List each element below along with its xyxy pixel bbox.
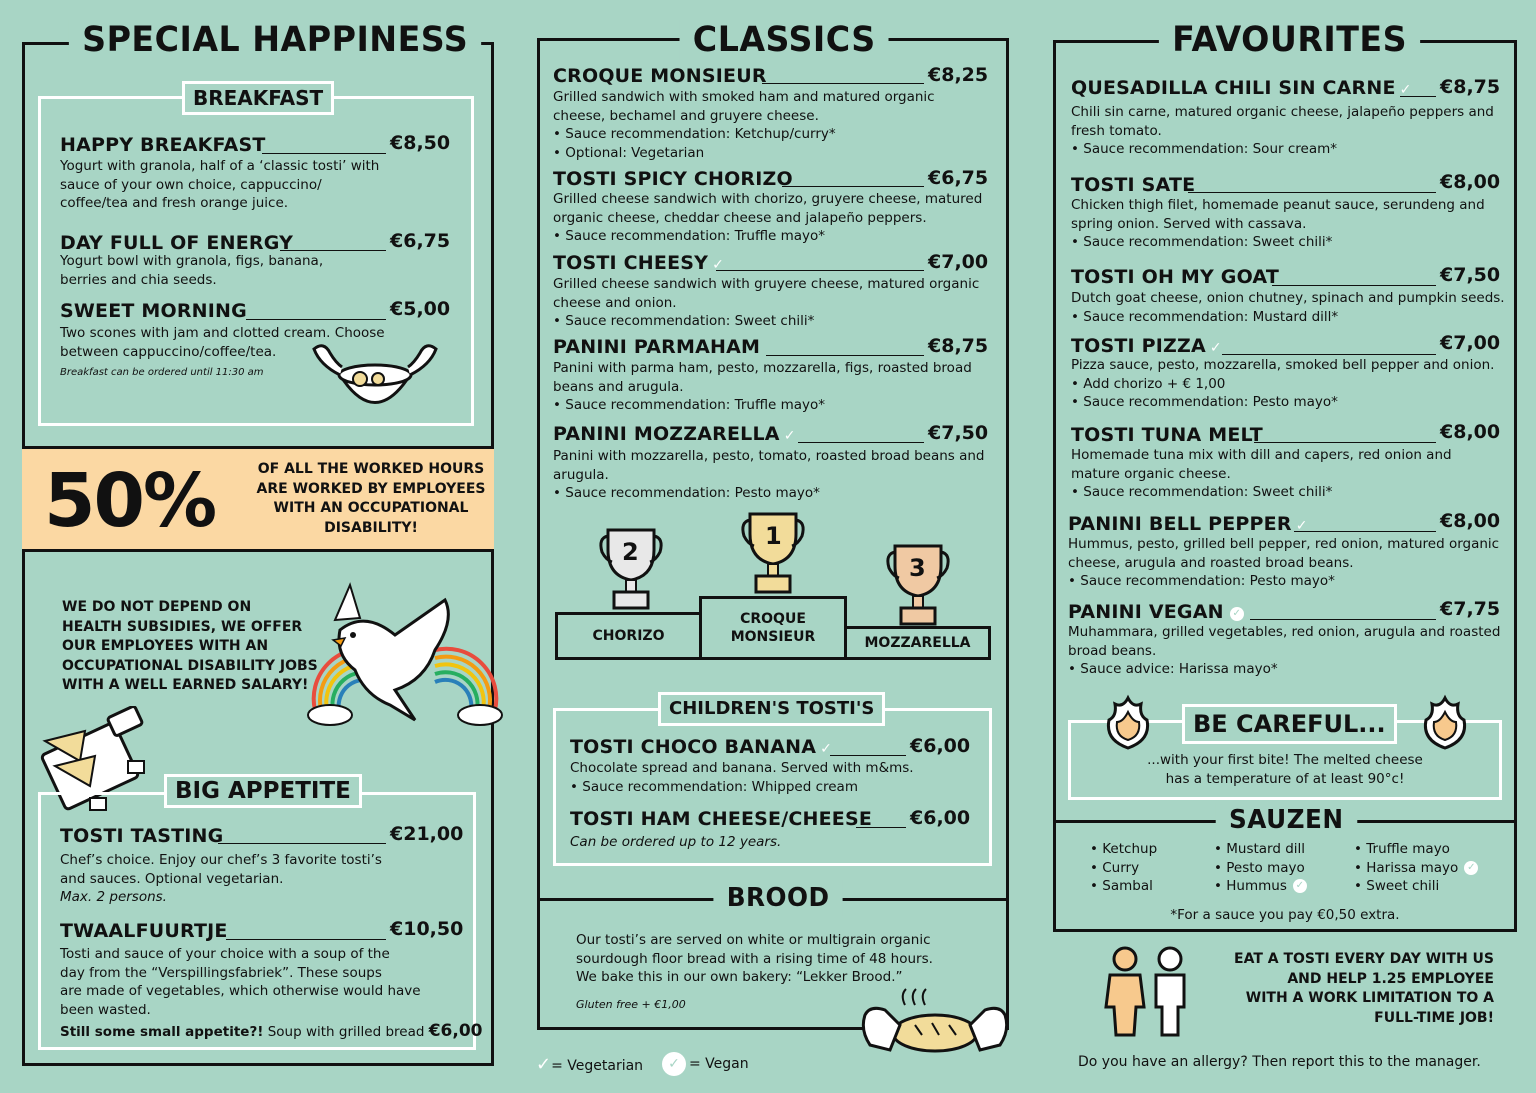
favourite-item-price: €7,75 <box>1440 598 1501 620</box>
podium-third-label: MOZZARELLA <box>864 635 971 651</box>
bread-mitts-illustration <box>860 985 1010 1065</box>
favourite-item-price: €8,00 <box>1440 421 1501 443</box>
children-item-desc: Can be ordered up to 12 years. <box>570 834 782 850</box>
favourite-item-price: €8,75 <box>1440 76 1501 98</box>
subsidy-text: WE DO NOT DEPEND ON HEALTH SUBSIDIES, WE OFFER OUR EMPLOYEES WITH AN OCCUPATIONAL DISABILITY JOBS WITH A WELL EARNED SALARY! <box>62 599 318 693</box>
classic-item-desc: Grilled cheese sandwich with chorizo, gruyere cheese, matured organic cheese, cheddar cheese and jalapeño peppers. • Sauce recommendation: Truffle mayo* <box>553 191 983 244</box>
favourite-item-name-row <box>1071 335 1222 357</box>
classic-item-price: €8,25 <box>928 64 989 86</box>
dotted-leader <box>1250 619 1436 620</box>
dotted-leader <box>246 319 386 320</box>
favourite-item-name: TOSTI OH MY GOAT <box>1071 266 1280 288</box>
brood-title: BROOD <box>713 880 842 916</box>
big-appetite-item-desc: Tosti and sauce of your choice with a soup of the day from the “Verspillingsfabriek”. These soups are made of vegetables, which otherwise would have been wasted. <box>60 946 421 1018</box>
dotted-leader <box>1188 192 1436 193</box>
trophy-third-number: 3 <box>909 554 926 582</box>
dotted-leader <box>762 83 924 84</box>
dotted-leader <box>226 939 386 940</box>
breakfast-note: Breakfast can be ordered until 11:30 am <box>60 367 264 378</box>
trophy-first-number: 1 <box>765 522 782 550</box>
favourite-item-desc: Dutch goat cheese, onion chutney, spinach and pumpkin seeds. • Sauce recommendation: Mustard dill* <box>1071 290 1505 325</box>
breakfast-item-price: €8,50 <box>390 132 451 154</box>
children-title: CHILDREN'S TOSTI'S <box>658 692 885 726</box>
breakfast-item-price: €6,75 <box>390 230 451 252</box>
strong-bowl-illustration <box>300 335 450 425</box>
dotted-leader <box>262 153 386 154</box>
be-careful-title: BE CAREFUL... <box>1182 704 1397 744</box>
breakfast-item-desc: Yogurt bowl with granola, figs, banana, berries and chia seeds. <box>60 253 324 288</box>
breakfast-item-desc: Yogurt with granola, half of a ‘classic tosti’ with sauce of your own choice, cappuccino/ coffee/tea and fresh orange juice. <box>60 158 380 211</box>
dotted-leader <box>1222 354 1436 355</box>
left-column-title: SPECIAL HAPPINESS <box>69 20 482 60</box>
favourite-item-name: PANINI BELL PEPPER <box>1068 513 1292 535</box>
big-appetite-item-name: TOSTI TASTING <box>60 825 224 847</box>
favourite-item-desc: Pizza sauce, pesto, mozzarella, smoked bell pepper and onion. • Add chorizo + € 1,00 • Sauce recommendation: Pesto mayo* <box>1071 357 1495 410</box>
flame-icon <box>1103 694 1153 752</box>
favourite-item-desc: Muhammara, grilled vegetables, red onion, arugula and roasted broad beans. • Sauce advice: Harissa mayo* <box>1068 624 1501 677</box>
favourite-item-name: TOSTI SATE <box>1071 174 1196 196</box>
classic-item-name-row <box>553 423 796 445</box>
favourite-item-price: €7,00 <box>1440 332 1501 354</box>
favourite-item-name: TOSTI TUNA MELT <box>1071 424 1263 446</box>
podium-second-label: CHORIZO <box>592 628 665 644</box>
vegan-check-icon: ✓ <box>1293 879 1307 893</box>
brood-text: Our tosti’s are served on white or multigrain organic sourdough floor bread with a rising time of 48 hours. We bake this in our own bakery: “Lekker Brood.” <box>576 932 933 985</box>
sauzen-title: SAUZEN <box>1216 803 1357 837</box>
trophy-second-number: 2 <box>622 538 639 566</box>
sauzen-col2: • Mustard dill • Pesto mayo • Hummus ✓ <box>1214 841 1306 894</box>
flame-icon <box>1420 694 1470 752</box>
classic-item-name: TOSTI SPICY CHORIZO <box>553 168 793 190</box>
dotted-leader <box>716 270 924 271</box>
breakfast-item-name: HAPPY BREAKFAST <box>60 134 266 156</box>
vegan-check-icon: ✓ <box>1464 861 1478 875</box>
breakfast-item-name: DAY FULL OF ENERGY <box>60 232 294 254</box>
favourite-item-name: QUESADILLA CHILI SIN CARNE <box>1071 77 1396 99</box>
favourite-item-name-row <box>1068 513 1308 535</box>
tosti-every-day-text: EAT A TOSTI EVERY DAY WITH US AND HELP 1.25 EMPLOYEE WITH A WORK LIMITATION TO A FULL-TIME JOB! <box>1234 951 1494 1026</box>
dotted-leader <box>218 843 386 844</box>
classic-item-desc: Panini with mozzarella, pesto, tomato, roasted broad beans and arugula. • Sauce recommendation: Pesto mayo* <box>553 448 985 501</box>
big-appetite-item-price: €21,00 <box>390 823 464 845</box>
banner-text: OF ALL THE WORKED HOURS ARE WORKED BY EMPLOYEES WITH AN OCCUPATIONAL DISABILITY! <box>256 461 486 536</box>
vegetarian-check-icon: ✓ <box>536 1054 552 1075</box>
dotted-leader <box>830 755 906 756</box>
big-appetite-title: BIG APPETITE <box>164 774 362 808</box>
favourite-item-name-row <box>1071 77 1412 99</box>
dotted-leader <box>1254 442 1436 443</box>
sauzen-note: *For a sauce you pay €0,50 extra. <box>1170 907 1400 923</box>
favourite-item-name-row <box>1068 601 1244 623</box>
classic-item-name: PANINI PARMAHAM <box>553 336 761 358</box>
legend-vegan: ✓ = Vegan <box>662 1052 749 1076</box>
vegetarian-check-icon: ✓ <box>1295 518 1308 534</box>
be-careful-text: ...with your first bite! The melted cheese has a temperature of at least 90°c! <box>1147 752 1423 787</box>
vegetarian-check-icon: ✓ <box>712 257 724 273</box>
big-appetite-item-name: TWAALFUURTJE <box>60 920 228 942</box>
allergy-notice: Do you have an allergy? Then report this to the manager. <box>1078 1054 1481 1070</box>
dove-rainbow-illustration <box>305 580 505 740</box>
vegetarian-check-icon: ✓ <box>1399 82 1412 98</box>
podium-first <box>699 596 847 660</box>
favourite-item-name: PANINI VEGAN <box>1068 601 1224 623</box>
vegan-check-icon: ✓ <box>1230 607 1244 621</box>
children-item-name-row <box>570 736 832 758</box>
favourite-item-desc: Chicken thigh filet, homemade peanut sauce, serundeng and spring onion. Served with cassava. • Sauce recommendation: Sweet chili* <box>1071 197 1485 250</box>
favourite-item-name: TOSTI PIZZA <box>1071 335 1206 357</box>
dotted-leader <box>1400 96 1436 97</box>
dotted-leader <box>782 186 924 187</box>
classic-item-price: €6,75 <box>928 167 989 189</box>
favourite-item-desc: Homemade tuna mix with dill and capers, red onion and mature organic cheese. • Sauce recommendation: Sweet chili* <box>1071 447 1452 500</box>
favourite-item-price: €8,00 <box>1440 171 1501 193</box>
big-appetite-item-price: €10,50 <box>390 918 464 940</box>
children-item-price: €6,00 <box>910 807 971 829</box>
vegetarian-check-icon: ✓ <box>820 741 832 757</box>
breakfast-title: BREAKFAST <box>182 81 334 115</box>
podium-first-label: CROQUE MONSIEUR <box>730 611 816 645</box>
dotted-leader <box>766 355 924 356</box>
classic-item-name: TOSTI CHEESY <box>553 252 709 274</box>
sauzen-col3: • Truffle mayo • Harissa mayo ✓ • Sweet chili <box>1354 840 1478 896</box>
podium-second <box>555 612 702 660</box>
breakfast-item-price: €5,00 <box>390 298 451 320</box>
middle-column-title: CLASSICS <box>680 20 889 60</box>
banner-percent: 50% <box>44 458 216 544</box>
classic-item-desc: Grilled sandwich with smoked ham and matured organic cheese, bechamel and gruyere cheese. • Sauce recommendation: Ketchup/curry* • Optional: Vegetarian <box>553 89 935 161</box>
breakfast-item-name: SWEET MORNING <box>60 300 247 322</box>
children-item-price: €6,00 <box>910 735 971 757</box>
favourite-item-price: €8,00 <box>1440 510 1501 532</box>
children-item-name: TOSTI HAM CHEESE/CHEESE <box>570 808 873 830</box>
favourite-item-desc: Chili sin carne, matured organic cheese, jalapeño peppers and fresh tomato. • Sauce recommendation: Sour cream* <box>1071 104 1494 157</box>
employees-illustration <box>1100 945 1200 1040</box>
classic-item-desc: Panini with parma ham, pesto, mozzarella, figs, roasted broad beans and arugula. • Sauce recommendation: Truffle mayo* <box>553 360 972 413</box>
vegetarian-check-icon: ✓ <box>783 428 796 444</box>
big-appetite-item-desc: Chef’s choice. Enjoy our chef’s 3 favorite tosti’s and sauces. Optional vegetarian. Max. 2 persons. <box>60 852 382 905</box>
favourite-item-price: €7,50 <box>1440 264 1501 286</box>
classic-item-name-row <box>553 252 724 274</box>
dotted-leader <box>1272 285 1436 286</box>
dotted-leader <box>798 442 924 443</box>
classic-item-price: €8,75 <box>928 335 989 357</box>
children-item-name: TOSTI CHOCO BANANA <box>570 736 817 758</box>
brood-gluten-note: Gluten free + €1,00 <box>576 998 686 1011</box>
dotted-leader <box>856 827 906 828</box>
vegetarian-check-icon: ✓ <box>1209 340 1222 356</box>
vegan-check-icon: ✓ <box>662 1052 686 1076</box>
small-appetite-line: Still some small appetite?! Soup with grilled bread €6,00 <box>60 1021 483 1041</box>
dotted-leader <box>280 250 386 251</box>
sauzen-col1: • Ketchup • Curry • Sambal <box>1090 841 1158 894</box>
favourite-item-desc: Hummus, pesto, grilled bell pepper, red onion, matured organic cheese, arugula and roasted broad beans. • Sauce recommendation: Pesto mayo* <box>1068 536 1500 589</box>
classic-item-price: €7,50 <box>928 422 989 444</box>
breakfast-item-desc: Two scones with jam and clotted cream. Choose between cappuccino/coffee/tea. <box>60 325 385 360</box>
dotted-leader <box>1294 531 1436 532</box>
right-column-title: FAVOURITES <box>1159 20 1420 60</box>
children-item-desc: Chocolate spread and banana. Served with m&ms. • Sauce recommendation: Whipped cream <box>570 760 914 795</box>
podium-third <box>844 626 991 660</box>
classic-item-price: €7,00 <box>928 251 989 273</box>
legend-vegetarian: ✓= Vegetarian <box>536 1054 644 1075</box>
classic-item-name: PANINI MOZZARELLA <box>553 423 780 445</box>
classic-item-name: CROQUE MONSIEUR <box>553 65 767 87</box>
classic-item-desc: Grilled cheese sandwich with gruyere cheese, matured organic cheese and onion. • Sauce recommendation: Sweet chili* <box>553 276 980 329</box>
